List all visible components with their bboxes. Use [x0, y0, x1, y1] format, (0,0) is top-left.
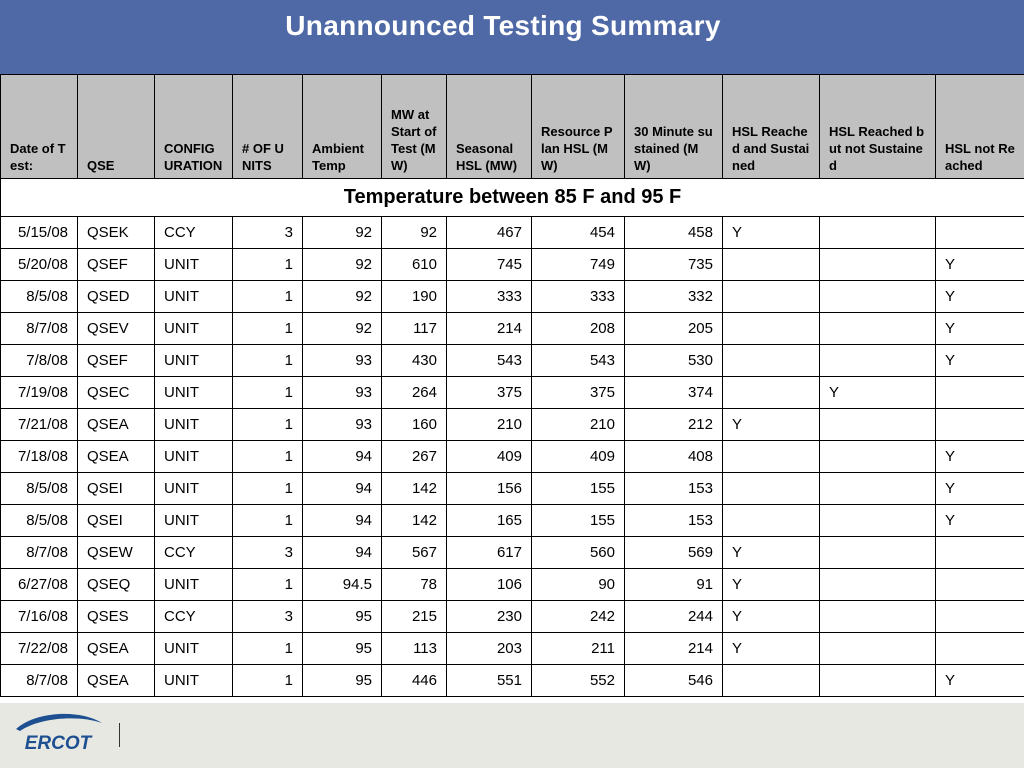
column-header: QSE [78, 75, 155, 179]
table-cell: UNIT [155, 569, 233, 601]
table-cell: QSEF [78, 345, 155, 377]
table-cell: 5/15/08 [1, 217, 78, 249]
table-cell [723, 377, 820, 409]
column-header: HSL Reached but not Sustained [820, 75, 936, 179]
table-cell: Y [936, 281, 1024, 313]
table-cell [936, 633, 1024, 665]
table-cell: 543 [532, 345, 625, 377]
table-cell: QSEA [78, 441, 155, 473]
table-cell: 332 [625, 281, 723, 313]
table-cell: 92 [303, 217, 382, 249]
table-cell: 8/7/08 [1, 665, 78, 697]
table-cell: 91 [625, 569, 723, 601]
table-cell: QSEV [78, 313, 155, 345]
table-cell: 142 [382, 473, 447, 505]
table-cell [820, 569, 936, 601]
table-cell [820, 537, 936, 569]
table-cell [820, 665, 936, 697]
table-cell [723, 665, 820, 697]
table-cell: Y [936, 313, 1024, 345]
table-cell: UNIT [155, 633, 233, 665]
table-cell: Y [820, 377, 936, 409]
table-cell: 3 [233, 537, 303, 569]
table-cell: UNIT [155, 473, 233, 505]
table-cell: 267 [382, 441, 447, 473]
table-cell: 153 [625, 473, 723, 505]
table-cell: Y [723, 409, 820, 441]
table-cell: QSED [78, 281, 155, 313]
column-header: Date of Test: [1, 75, 78, 179]
table-cell [723, 249, 820, 281]
table-cell: 1 [233, 377, 303, 409]
table-cell: 155 [532, 505, 625, 537]
table-cell: 745 [447, 249, 532, 281]
table-cell: 242 [532, 601, 625, 633]
table-cell: 1 [233, 505, 303, 537]
table-cell: 208 [532, 313, 625, 345]
table-cell: CCY [155, 217, 233, 249]
table-cell: 7/22/08 [1, 633, 78, 665]
table-cell: UNIT [155, 281, 233, 313]
table-cell: 8/7/08 [1, 537, 78, 569]
table-cell: 92 [303, 281, 382, 313]
table-cell: 7/18/08 [1, 441, 78, 473]
table-row [1, 633, 1024, 665]
table-cell: QSEF [78, 249, 155, 281]
table-cell: Y [936, 505, 1024, 537]
table-cell: 113 [382, 633, 447, 665]
table-cell: 203 [447, 633, 532, 665]
table-cell: 8/7/08 [1, 313, 78, 345]
table-cell: 94 [303, 441, 382, 473]
table-cell: 1 [233, 313, 303, 345]
table-cell: 8/5/08 [1, 281, 78, 313]
column-header: # OF UNITS [233, 75, 303, 179]
table-cell: 155 [532, 473, 625, 505]
table-cell: UNIT [155, 249, 233, 281]
table-cell: Y [936, 473, 1024, 505]
table-cell: UNIT [155, 505, 233, 537]
table-cell: 142 [382, 505, 447, 537]
table-row [1, 249, 1024, 281]
table-cell: QSEI [78, 505, 155, 537]
table-cell: 454 [532, 217, 625, 249]
table-cell: 430 [382, 345, 447, 377]
table-cell: 3 [233, 601, 303, 633]
page-title: Unannounced Testing Summary [285, 10, 721, 41]
table-cell: 90 [532, 569, 625, 601]
table-cell: 92 [303, 249, 382, 281]
table-cell: 95 [303, 633, 382, 665]
table-cell: 409 [532, 441, 625, 473]
table-cell: QSEA [78, 665, 155, 697]
table-cell: 210 [532, 409, 625, 441]
table-cell [936, 377, 1024, 409]
table-cell [820, 473, 936, 505]
table-cell: 160 [382, 409, 447, 441]
table-cell: 374 [625, 377, 723, 409]
table-cell [723, 505, 820, 537]
table-cell: 214 [447, 313, 532, 345]
column-header: 30 Minute sustained (MW) [625, 75, 723, 179]
table-cell: 153 [625, 505, 723, 537]
table-row [1, 377, 1024, 409]
table-row [1, 281, 1024, 313]
table-cell [820, 409, 936, 441]
table-row [1, 345, 1024, 377]
table-cell: 244 [625, 601, 723, 633]
table-cell: 94 [303, 505, 382, 537]
section-label: Temperature between 85 F and 95 F [1, 179, 1024, 217]
table-row [1, 601, 1024, 633]
table-cell [936, 409, 1024, 441]
table-cell: 3 [233, 217, 303, 249]
table-cell: 93 [303, 377, 382, 409]
table-cell: 205 [625, 313, 723, 345]
title-bar [0, 0, 1024, 74]
table-cell: 94 [303, 473, 382, 505]
footer-divider [119, 723, 120, 747]
table-cell [723, 441, 820, 473]
table-row [1, 537, 1024, 569]
table-cell: 551 [447, 665, 532, 697]
table-cell: 543 [447, 345, 532, 377]
table-row [1, 313, 1024, 345]
table-cell: 1 [233, 569, 303, 601]
table-cell [723, 313, 820, 345]
table-cell: QSEQ [78, 569, 155, 601]
table-cell [820, 601, 936, 633]
table-row [1, 441, 1024, 473]
table-cell: Y [723, 633, 820, 665]
table-cell [723, 345, 820, 377]
logo-text: ERCOT [24, 733, 92, 753]
table-cell: 7/21/08 [1, 409, 78, 441]
table-cell: 735 [625, 249, 723, 281]
table-row [1, 409, 1024, 441]
table-cell: 95 [303, 601, 382, 633]
table-cell [723, 281, 820, 313]
table-cell [820, 249, 936, 281]
footer [0, 703, 1024, 768]
table-cell: Y [723, 569, 820, 601]
table-cell: 211 [532, 633, 625, 665]
table-cell: 408 [625, 441, 723, 473]
table-cell [820, 505, 936, 537]
table-cell: Y [936, 441, 1024, 473]
table-cell [936, 569, 1024, 601]
table-cell: 92 [382, 217, 447, 249]
table-cell: QSEW [78, 537, 155, 569]
column-header: CONFIGURATION [155, 75, 233, 179]
table-cell: 214 [625, 633, 723, 665]
table-row [1, 505, 1024, 537]
table-cell [723, 473, 820, 505]
table-cell: 93 [303, 345, 382, 377]
table-cell [820, 441, 936, 473]
table-cell: 106 [447, 569, 532, 601]
header-row [1, 75, 1024, 179]
table-cell: 212 [625, 409, 723, 441]
table-cell: QSEK [78, 217, 155, 249]
table-cell: UNIT [155, 665, 233, 697]
table-cell: Y [936, 345, 1024, 377]
table-cell: Y [723, 537, 820, 569]
table-cell: 567 [382, 537, 447, 569]
ercot-logo [10, 709, 106, 753]
column-header: HSL Reached and Sustained [723, 75, 820, 179]
table-cell [820, 217, 936, 249]
testing-summary-table [0, 74, 1024, 697]
table-cell: 7/8/08 [1, 345, 78, 377]
table-cell: 530 [625, 345, 723, 377]
table-cell: 375 [447, 377, 532, 409]
column-header: HSL not Reached [936, 75, 1024, 179]
table-cell: 1 [233, 249, 303, 281]
table-cell: 749 [532, 249, 625, 281]
column-header: Seasonal HSL (MW) [447, 75, 532, 179]
table-cell: 8/5/08 [1, 473, 78, 505]
table-cell: 617 [447, 537, 532, 569]
table-cell: CCY [155, 601, 233, 633]
table-cell: QSEA [78, 633, 155, 665]
table-cell: 409 [447, 441, 532, 473]
table-cell: 93 [303, 409, 382, 441]
table-cell: 1 [233, 345, 303, 377]
table-cell: UNIT [155, 409, 233, 441]
table-cell: 446 [382, 665, 447, 697]
table-cell [820, 633, 936, 665]
table-cell: 610 [382, 249, 447, 281]
table-cell: 1 [233, 633, 303, 665]
table-cell [936, 537, 1024, 569]
table-cell: 546 [625, 665, 723, 697]
table-cell: 95 [303, 665, 382, 697]
table-cell: 8/5/08 [1, 505, 78, 537]
table-cell [820, 345, 936, 377]
table-row [1, 569, 1024, 601]
table-cell: CCY [155, 537, 233, 569]
section-row [1, 179, 1024, 217]
column-header: Resource Plan HSL (MW) [532, 75, 625, 179]
table-cell: 5/20/08 [1, 249, 78, 281]
table-cell: 7/19/08 [1, 377, 78, 409]
table-cell: 210 [447, 409, 532, 441]
table-cell: 94.5 [303, 569, 382, 601]
table-cell: UNIT [155, 377, 233, 409]
table-cell: 1 [233, 441, 303, 473]
table-cell: 165 [447, 505, 532, 537]
table-cell: 190 [382, 281, 447, 313]
table-cell: 6/27/08 [1, 569, 78, 601]
column-header: MW at Start of Test (MW) [382, 75, 447, 179]
table-cell: 1 [233, 665, 303, 697]
table-cell: 467 [447, 217, 532, 249]
table-cell [936, 217, 1024, 249]
table-cell: 117 [382, 313, 447, 345]
table-cell: QSEC [78, 377, 155, 409]
table-cell: 1 [233, 281, 303, 313]
table-cell: 94 [303, 537, 382, 569]
column-header: Ambient Temp [303, 75, 382, 179]
table-cell: 333 [532, 281, 625, 313]
table-cell: 92 [303, 313, 382, 345]
table-cell: 230 [447, 601, 532, 633]
table-cell: 333 [447, 281, 532, 313]
table-cell: 156 [447, 473, 532, 505]
table-cell: UNIT [155, 441, 233, 473]
table-cell: 375 [532, 377, 625, 409]
table-row [1, 217, 1024, 249]
table-cell: 560 [532, 537, 625, 569]
table-cell: Y [936, 665, 1024, 697]
table-cell: Y [723, 601, 820, 633]
table-cell: QSEA [78, 409, 155, 441]
table-cell: Y [936, 249, 1024, 281]
table-cell: QSEI [78, 473, 155, 505]
table-cell: 215 [382, 601, 447, 633]
table-row [1, 473, 1024, 505]
table-cell: 1 [233, 473, 303, 505]
table-cell: UNIT [155, 345, 233, 377]
table-cell: 264 [382, 377, 447, 409]
table-cell [820, 313, 936, 345]
table-row [1, 665, 1024, 697]
table-cell [820, 281, 936, 313]
table-body [1, 179, 1024, 697]
table-cell: 7/16/08 [1, 601, 78, 633]
table-cell: 78 [382, 569, 447, 601]
table-cell: UNIT [155, 313, 233, 345]
table-cell: 569 [625, 537, 723, 569]
table-cell: 1 [233, 409, 303, 441]
table-cell: QSES [78, 601, 155, 633]
table-cell: 458 [625, 217, 723, 249]
table-cell: 552 [532, 665, 625, 697]
table-cell: Y [723, 217, 820, 249]
table-cell [936, 601, 1024, 633]
